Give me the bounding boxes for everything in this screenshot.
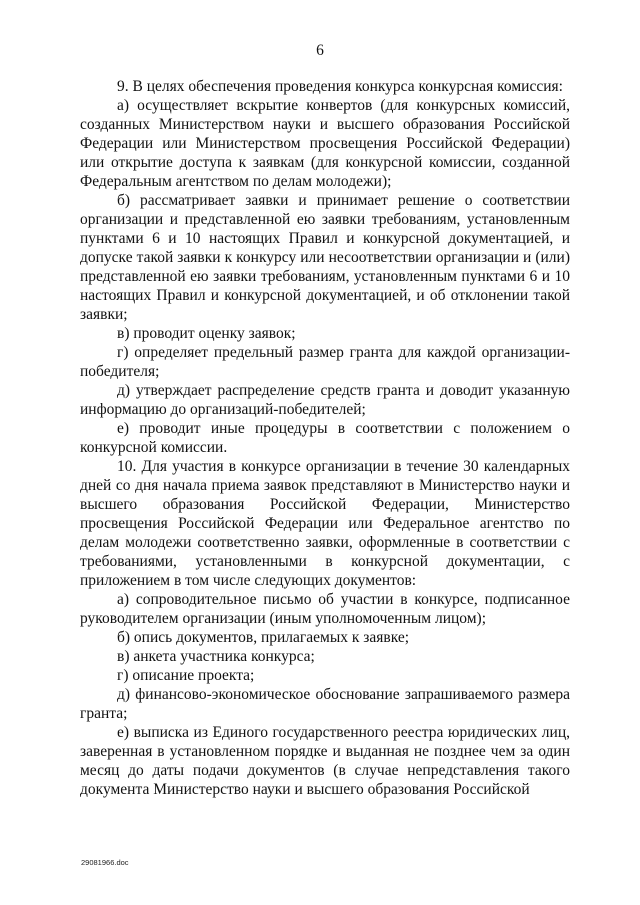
item-10a: а) сопроводительное письмо об участии в конкурсе, подписанное руководителем организации (иным уполномоченным лицом);: [80, 591, 570, 627]
item-10e: е) выписка из Единого государственного реестра юридических лиц, заверенная в установленном порядке и выданная не позднее чем за один месяц до даты подачи документов (в случае непредставления такого документа Министерство науки и высшего образования Российской: [80, 724, 570, 798]
item-9v: в) проводит оценку заявок;: [117, 325, 296, 342]
item-10v: в) анкета участника конкурса;: [117, 648, 315, 665]
item-9a: а) осуществляет вскрытие конвертов (для конкурсных комиссий, созданных Министерством науки и высшего образования Российской Федерации или Министерством просвещения Российской Федерации) или открытие доступа к заявкам (для конкурсной комиссии, созданной Федеральным агентством по делам молодежи);: [80, 97, 570, 190]
footer-filename: 29081966.doc: [81, 858, 129, 867]
item-9b: б) рассматривает заявки и принимает решение о соответствии организации и представленной ею заявки требованиям, установленным пунктами 6 и 10 настоящих Правил и конкурсной документацией, и допуске такой заявки к конкурсу или несоответствии организации и (или) представленной ею заявки требованиям, установленным пунктами 6 и 10 настоящих Правил и конкурсной документацией, и об отклонении такой заявки;: [80, 192, 570, 323]
item-9d: д) утверждает распределение средств гранта и доводит указанную информацию до организаций-победителей;: [80, 382, 570, 418]
item-10d: д) финансово-экономическое обоснование запрашиваемого размера гранта;: [80, 686, 570, 722]
document-body: [80, 77, 570, 799]
item-9g: г) определяет предельный размер гранта для каждой организации-победителя;: [80, 344, 570, 380]
page-number: 6: [316, 42, 324, 59]
item-10b: б) опись документов, прилагаемых к заявке;: [117, 629, 410, 646]
item-10g: г) описание проекта;: [117, 667, 255, 684]
paragraph-10: 10. Для участия в конкурсе организации в течение 30 календарных дней со дня начала приема заявок представляют в Министерство науки и высшего образования Российской Федерации, Министерство просвещения Российской Федерации или Федеральное агентство по делам молодежи соответственно заявки, оформленные в соответствии с требованиями, установленными в конкурсной документации, с приложением в том числе следующих документов:: [80, 458, 570, 589]
item-9e: е) проводит иные процедуры в соответствии с положением о конкурсной комиссии.: [80, 420, 570, 456]
paragraph-9: 9. В целях обеспечения проведения конкурса конкурсная комиссия:: [117, 78, 563, 95]
